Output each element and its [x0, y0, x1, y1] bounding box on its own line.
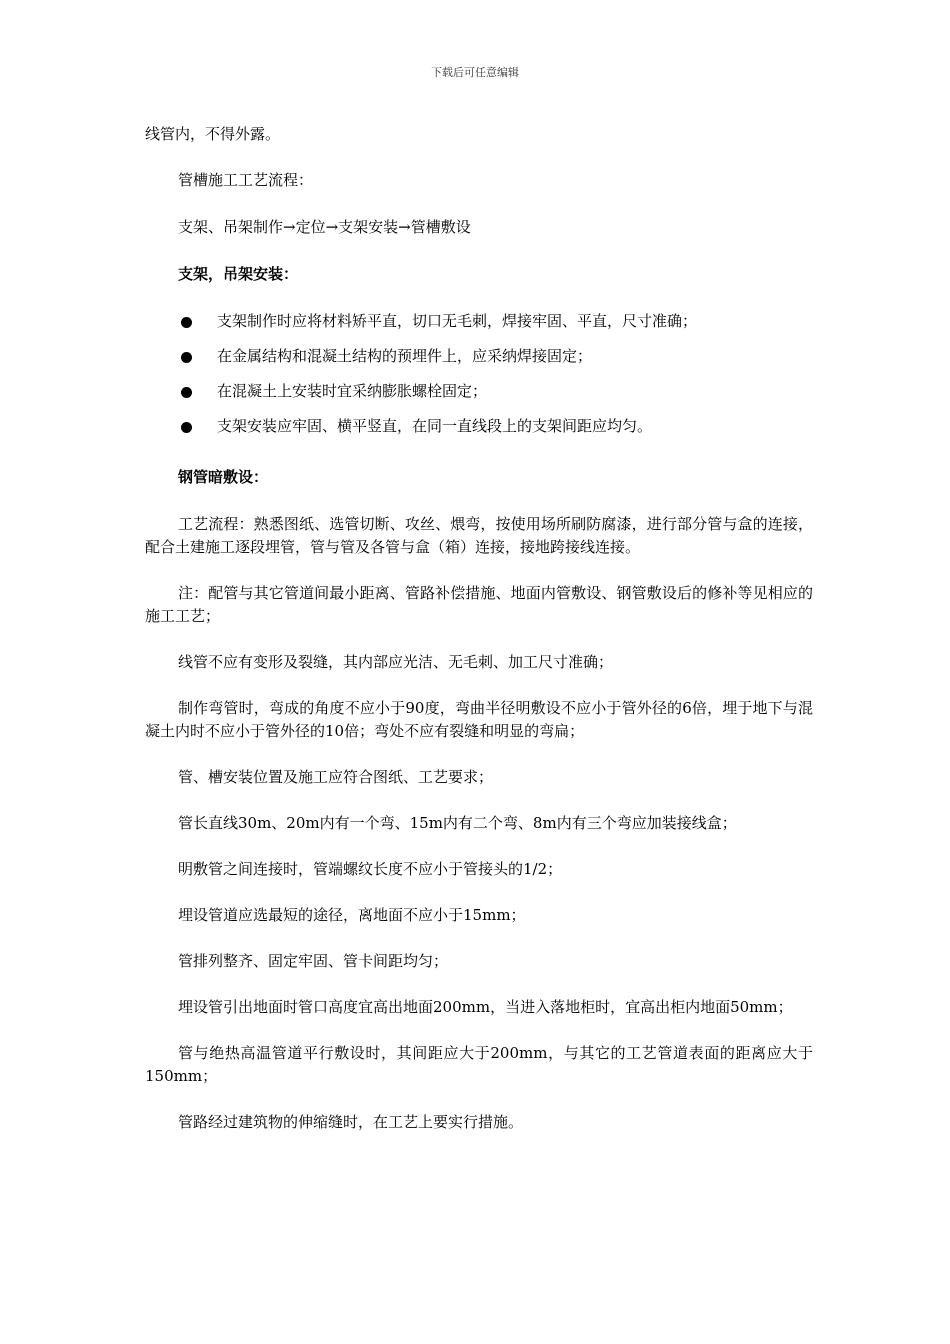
list-item: [145, 415, 813, 438]
section-heading-bracket-install: 支架，吊架安装：: [178, 265, 299, 283]
list-item: [145, 345, 813, 368]
list-item-text: 在混凝土上安装时宜采纳膨胀螺栓固定；: [217, 382, 488, 400]
paragraph-trough-process-title: 管槽施工工艺流程：: [178, 171, 314, 189]
bracket-requirements-list: [145, 310, 813, 438]
list-item: [145, 310, 813, 333]
paragraph-trough-process-flow: 支架、吊架制作→定位→支架安装→管槽敷设: [178, 218, 471, 236]
paragraph-install-position: 管、槽安装位置及施工应符合图纸、工艺要求；: [178, 768, 494, 786]
list-item-text: 在金属结构和混凝土结构的预埋件上，应采纳焊接固定；: [217, 347, 593, 365]
bullet-icon: [181, 387, 192, 398]
paragraph-continuation: 线管内，不得外露。: [145, 125, 281, 143]
paragraph-process-flow: 工艺流程：熟悉图纸、选管切断、攻丝、煨弯，按使用场所刷防腐漆，进行部分管与盒的连接，配合土建施工逐段埋管，管与管及各管与盒（箱）连接，接地跨接线连接。: [145, 515, 813, 556]
paragraph-note: 注：配管与其它管道间最小距离、管路补偿措施、地面内管敷设、钢管敷设后的修补等见相应的施工工艺；: [145, 584, 813, 625]
paragraph-arrangement: 管排列整齐、固定牢固、管卡间距均匀；: [178, 952, 449, 970]
list-item: [145, 380, 813, 403]
paragraph-shortest-route: 埋设管道应选最短的途径，离地面不应小于15mm；: [178, 906, 526, 924]
paragraph-pipe-quality: 线管不应有变形及裂缝，其内部应光洁、无毛刺、加工尺寸准确；: [178, 653, 614, 671]
page-header: 下载后可任意编辑: [431, 66, 519, 79]
document-body: [145, 123, 813, 1134]
paragraph-bending: 制作弯管时，弯成的角度不应小于90度，弯曲半径明敷设不应小于管外径的6倍，埋于地下与混凝土内时不应小于管外径的10倍；弯处不应有裂缝和明显的弯扁；: [145, 699, 813, 740]
paragraph-parallel-spacing: 管与绝热高温管道平行敷设时，其间距应大于200mm，与其它的工艺管道表面的距离应大于150mm；: [145, 1044, 813, 1085]
paragraph-thread-length: 明敷管之间连接时，管端螺纹长度不应小于管接头的1/2；: [178, 860, 563, 878]
bullet-icon: [181, 352, 192, 363]
list-item-text: 支架安装应牢固、横平竖直，在同一直线段上的支架间距应均匀。: [217, 417, 653, 435]
paragraph-expansion-joint: 管路经过建筑物的伸缩缝时，在工艺上要实行措施。: [178, 1113, 524, 1131]
bullet-icon: [181, 317, 192, 328]
paragraph-outlet-height: 埋设管引出地面时管口高度宜高出地面200mm，当进入落地柜时，宜高出柜内地面50mm；: [178, 998, 793, 1016]
paragraph-junction-box: 管长直线30m、20m内有一个弯、15m内有二个弯、8m内有三个弯应加装接线盒；: [178, 814, 737, 832]
section-heading-steel-pipe: 钢管暗敷设：: [178, 468, 269, 486]
list-item-text: 支架制作时应将材料矫平直，切口无毛刺，焊接牢固、平直，尺寸准确；: [217, 312, 698, 330]
bullet-icon: [181, 422, 192, 433]
